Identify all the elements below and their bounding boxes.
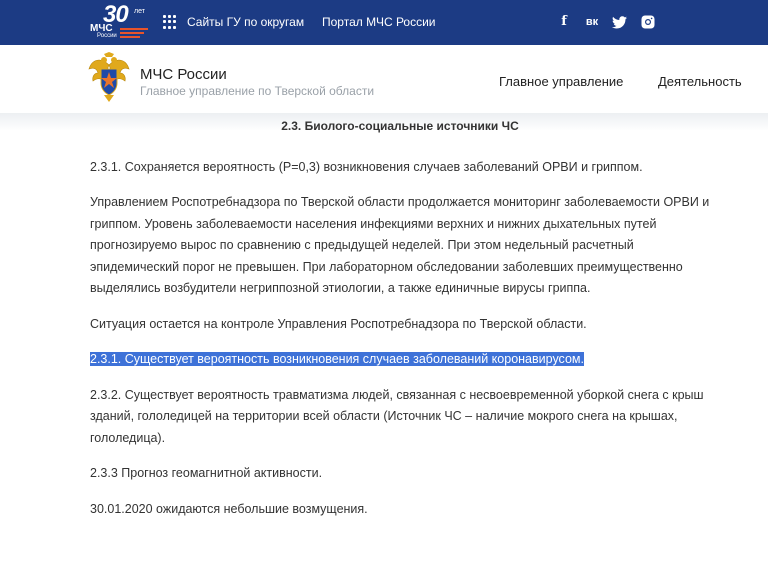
instagram-icon[interactable] bbox=[640, 14, 655, 30]
logo-suffix: лет bbox=[134, 8, 145, 15]
logo-brand: МЧС bbox=[90, 23, 113, 34]
apps-grid-icon[interactable] bbox=[163, 15, 177, 29]
site-header bbox=[0, 45, 768, 113]
paragraph: 2.3.1. Сохраняется вероятность (Р=0,3) возникновения случаев заболеваний ОРВИ и гриппом. bbox=[90, 159, 643, 174]
paragraph: Управлением Роспотребнадзора по Тверской области продолжается мониторинг заболеваемости ОРВИ и гриппом. Уровень заболеваемости населения инфекциями верхних и нижних дыхательных путей прогнозируемо вырос по сравнению с предыдущей неделей. При этом недельный расчетный эпидемический порог не превышен. При лабораторном обследовании заболевших преимущественно выделялись возбудители негриппозной этиологии, а также единичные вирусы гриппа. bbox=[90, 195, 710, 295]
paragraph: 2.3.3 Прогноз геомагнитной активности. bbox=[90, 466, 323, 480]
paragraph-highlighted bbox=[90, 349, 710, 371]
facebook-icon[interactable]: f bbox=[561, 14, 567, 29]
article-content bbox=[90, 114, 710, 534]
nav-main-directorate[interactable]: Главное управление bbox=[499, 74, 624, 89]
paragraph: 2.3.2. Существует вероятность травматизма людей, связанная с несвоевременной уборкой снега с крыш зданий, гололедицей на территории всей области (Источник ЧС – наличие мокрого снега на крышах, гололедица). bbox=[90, 387, 704, 445]
logo-number: 30 bbox=[103, 1, 128, 28]
selected-text[interactable]: 2.3.1. Существует вероятность возникновения случаев заболеваний коронавирусом. bbox=[90, 352, 584, 366]
nav-activities[interactable]: Деятельность bbox=[658, 74, 742, 89]
site-subtitle: Главное управление по Тверской области bbox=[140, 84, 375, 98]
link-mchs-portal[interactable]: Портал МЧС России bbox=[322, 15, 436, 29]
paragraph: 30.01.2020 ожидаются небольшие возмущения. bbox=[90, 501, 368, 516]
vk-icon[interactable]: вк bbox=[585, 16, 599, 28]
section-title: 2.3. Биолого-социальные источники ЧС bbox=[281, 119, 519, 133]
logo-stripe-1 bbox=[120, 28, 148, 30]
mchs-30-years-logo[interactable] bbox=[88, 1, 152, 41]
paragraph: Ситуация остается на контроле Управления Роспотребнадзора по Тверской области. bbox=[90, 316, 587, 331]
logo-country: России bbox=[97, 33, 117, 39]
top-bar bbox=[0, 0, 768, 45]
logo-stripe-2 bbox=[120, 32, 144, 34]
twitter-icon[interactable] bbox=[611, 14, 627, 30]
site-title[interactable]: МЧС России bbox=[140, 66, 227, 83]
mchs-emblem-icon[interactable] bbox=[88, 51, 130, 103]
logo-stripe-3 bbox=[120, 36, 140, 38]
link-regional-sites[interactable]: Сайты ГУ по округам bbox=[187, 15, 305, 29]
